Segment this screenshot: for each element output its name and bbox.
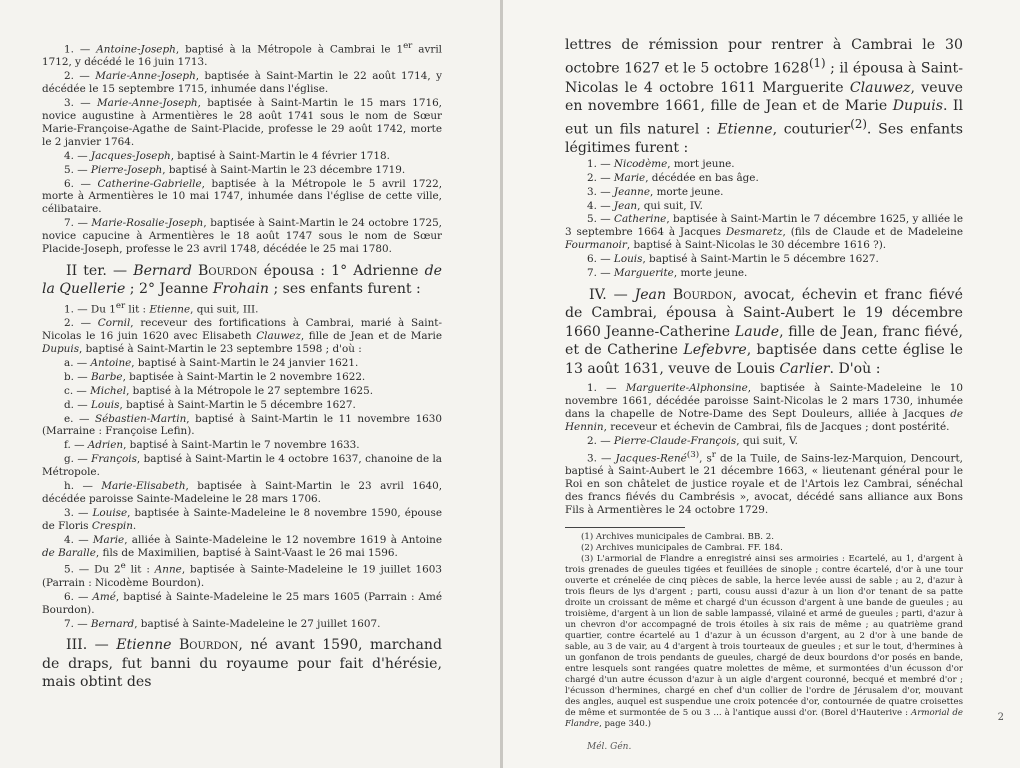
entry-catherine-gabrielle: 6. — Catherine-Gabrielle, baptisée à la Métropole le 5 avril 1722, morte à Armentières le 10 mai 1747, inhumée dans l'église de cette ville, célibataire.	[42, 177, 442, 216]
left-column	[42, 40, 442, 693]
entry-marie-anne-joseph-1: 2. — Marie-Anne-Joseph, baptisée à Saint-Martin le 22 août 1714, y décédée le 15 septembre 1715, inhumée dans l'église.	[42, 70, 442, 96]
heading-iv: IV. — Jean Bourdon, avocat, échevin et franc fiévé de Cambrai, épousa à Saint-Aubert le 19 décembre 1660 Jeanne-Catherine Laude, fille de Jean, franc fiévé, et de Catherine Lefebvre, baptisée dans cette église le 13 août 1631, veuve de Louis Carlier. D'où :	[565, 286, 963, 377]
entry-catherine: 5. — Catherine, baptisée à Saint-Martin le 7 décembre 1625, y alliée le 3 septembre 1664 à Jacques Desmaretz, (fils de Claude et de Madeleine Fourmanoir, baptisé à Saint-Nicolas le 30 décembre 1616 ?).	[565, 213, 963, 252]
entry-bernard: 7. — Bernard, baptisé à Sainte-Madeleine le 27 juillet 1607.	[64, 617, 381, 630]
entry-marie-anne-joseph-2: 3. — Marie-Anne-Joseph, baptisée à Saint-Martin le 15 mars 1716, novice augustine à Armentières le 28 août 1741 sous le nom de Sœur Marie-Françoise-Agathe de Saint-Placide, professe le 29 août 1742, morte le 2 janvier 1764.	[42, 97, 442, 148]
footnote-2: (2) Archives municipales de Cambrai. FF. 184.	[581, 542, 783, 553]
entry-nicodeme: 1. — Nicodème, mort jeune.	[587, 157, 735, 170]
entry-adrien: f. — Adrien, baptisé à Saint-Martin le 7 novembre 1633.	[64, 439, 360, 452]
entry-antoine: a. — Antoine, baptisé à Saint-Martin le 24 janvier 1621.	[64, 356, 359, 369]
continuation-etienne: lettres de rémission pour rentrer à Cambrai le 30 octobre 1627 et le 5 octobre 1628$^{(1)}$ ; il épousa à Saint-Nicolas le 4 octobre 1611 Marguerite Clauwez, veuve en novembre 1661, fille de Jean et de Marie Dupuis. Il eut un fils naturel : Etienne, couturier$^{(2)}$. Ses enfants légitimes furent :	[565, 37, 963, 157]
footnotes	[565, 532, 963, 730]
entry-louise: 3. — Louise, baptisée à Sainte-Madeleine le 8 novembre 1590, épouse de Floris Crespin.	[42, 506, 442, 532]
heading-ii-ter: II ter. — Bernard Bourdon épousa : 1° Adrienne de la Quellerie ; 2° Jeanne Frohain ; ses enfants furent :	[42, 262, 442, 298]
page-number: 2	[997, 712, 1004, 723]
entry-marie-rosalie-joseph: 7. — Marie-Rosalie-Joseph, baptisée à Saint-Martin le 24 octobre 1725, novice capucine à Armentières le 18 août 1747 sous le nom de Sœur Placide-Joseph, professe le 23 avril 1748, décédée le 25 mai 1780.	[42, 217, 442, 256]
entry-marguerite: 7. — Marguerite, morte jeune.	[587, 267, 748, 280]
entry-cornil: 2. — Cornil, receveur des fortifications à Cambrai, marié à Saint-Nicolas le 16 juin 1620 avec Elisabeth Clauwez, fille de Jean et de Marie Dupuis, baptisé à Saint-Martin le 23 septembre 1598 ; d'où :	[42, 317, 442, 355]
entry-pierre-claude-francois: 2. — Pierre-Claude-François, qui suit, V.	[587, 434, 798, 447]
entry-ame: 6. — Amé, baptisé à Sainte-Madeleine le 25 mars 1605 (Parrain : Amé Bourdon).	[42, 590, 442, 616]
entry-marie-elisabeth: h. — Marie-Elisabeth, baptisée à Saint-Martin le 23 avril 1640, décédée paroisse Sainte-Madeleine le 28 mars 1706.	[42, 480, 442, 505]
entry-jean: 4. — Jean, qui suit, IV.	[587, 199, 703, 212]
heading-iii: III. — Etienne Bourdon, né avant 1590, marchand de draps, fut banni du royaume pour fait d'hérésie, mais obtint des	[42, 637, 442, 691]
right-column	[565, 36, 963, 730]
entry-marie: 4. — Marie, alliée à Sainte-Madeleine le 12 novembre 1619 à Antoine de Baralle, fils de Maximilien, baptisé à Saint-Vaast le 26 mai 1596.	[42, 533, 442, 559]
footnote-1: (1) Archives municipales de Cambrai. BB. 2.	[581, 531, 774, 542]
footnote-3: (3) L'armorial de Flandre a enregistré ainsi ses armoiries : Ecartelé, au 1, d'argent à trois grenades de gueules tigées et feuillées de sinople ; contre écartelé, d'or à une tour ouverte et crénelée de cinq pièces de sable, la herce levée aussi de sable ; au 2, d'azur à trois fleurs de lys d'argent ; parti, cousu aussi d'azur à un lion d'or tenant de sa patte droite un croissant de même et chargé d'un écusson d'argent à une bande de gueules ; au troisième, d'argent à un lion de sable lampassé, vilainé et armé de gueules ; parti, d'azur à un chevron d'or accompagné de trois étoiles à six rais de même ; au quatrième grand quartier, contre écartelé au 1 d'azur à un écusson d'argent, au 2 d'or à une bande de sable, au 3 de vair, au 4 d'argent à trois tourteaux de gueules ; et sur le tout, d'hermines à un gonfanon de trois pendants de gueules, chargé de deux bourdons d'or posés en bande, entre lesquels sont rangées quatre molettes de même, et surmontées d'un écusson d'or chargé d'un autre écusson d'azur à un aigle d'argent couronné, becqué et membré d'or ; l'écusson d'hermines, chargé en chef d'un collier de l'ordre de Jérusalem d'or, mouvant des angles, auquel est suspendue une croix potencée d'or, contournée de quatre croisettes de même et surmontée de 5 ou 3 ... à l'antique aussi d'or. (Borel d'Hauterive : Armorial de Flandre, page 340.)	[565, 553, 963, 729]
entry-barbe: b. — Barbe, baptisée à Saint-Martin le 2 novembre 1622.	[64, 370, 366, 383]
right-page	[503, 0, 1020, 768]
left-page	[0, 0, 500, 768]
entry-marguerite-alphonsine: 1. — Marguerite-Alphonsine, baptisée à Sainte-Madeleine le 10 novembre 1661, décédée paroisse Saint-Nicolas le 2 mars 1730, inhumée dans la chapelle de Notre-Dame des Sept Douleurs, alliée à Jacques de Hennin, receveur et échevin de Cambrai, fils de Jacques ; dont postérité.	[565, 382, 963, 433]
entry-francois: g. — François, baptisé à Saint-Martin le 4 octobre 1637, chanoine de la Métropole.	[42, 453, 442, 479]
page-footer-signature: Mél. Gén.	[587, 742, 632, 752]
entry-etienne: 1. — Du 1er lit : Etienne, qui suit, III.	[64, 300, 259, 316]
footnote-rule	[565, 527, 685, 528]
children-list-iii	[565, 158, 963, 280]
entry-sebastien-martin: e. — Sébastien-Martin, baptisé à Saint-Martin le 11 novembre 1630 (Marraine : Françoise Lefin).	[42, 412, 443, 438]
entry-pierre-joseph: 5. — Pierre-Joseph, baptisé à Saint-Martin le 23 décembre 1719.	[64, 163, 406, 176]
entry-anne: 5. — Du 2e lit : Anne, baptisée à Sainte-Madeleine le 19 juillet 1603 (Parrain : Nicodème Bourdon).	[42, 561, 442, 589]
entry-antoine-joseph: 1. — Antoine-Joseph, baptisé à la Métropole à Cambrai le 1er avril 1712, y décédé le 16 juin 1713.	[42, 41, 442, 69]
entry-louis: d. — Louis, baptisé à Saint-Martin le 5 décembre 1627.	[64, 398, 356, 411]
entry-michel: c. — Michel, baptisé à la Métropole le 27 septembre 1625.	[64, 384, 374, 397]
entry-jeanne: 3. — Jeanne, morte jeune.	[587, 185, 724, 198]
entry-jacques-rene: 3. — Jacques-René$^{(3)}$, $s^r$ de la Tuile, de Sains-lez-Marquion, Dencourt, baptisé à Saint-Aubert le 21 décembre 1663, « lieutenant général pour le Roi en son châtelet de justice royale et de l'Artois lez Cambrai, sénéchal des francs fiévés du Cambrésis », avocat, décédé sans alliance aux Bons Fils à Armentières le 24 octobre 1729.	[565, 449, 963, 516]
children-list-iv	[565, 382, 963, 517]
entry-louis-r: 6. — Louis, baptisé à Saint-Martin le 5 décembre 1627.	[587, 253, 879, 266]
entry-jacques-joseph: 4. — Jacques-Joseph, baptisé à Saint-Martin le 4 février 1718.	[64, 149, 390, 162]
entry-marie-r: 2. — Marie, décédée en bas âge.	[587, 171, 759, 184]
